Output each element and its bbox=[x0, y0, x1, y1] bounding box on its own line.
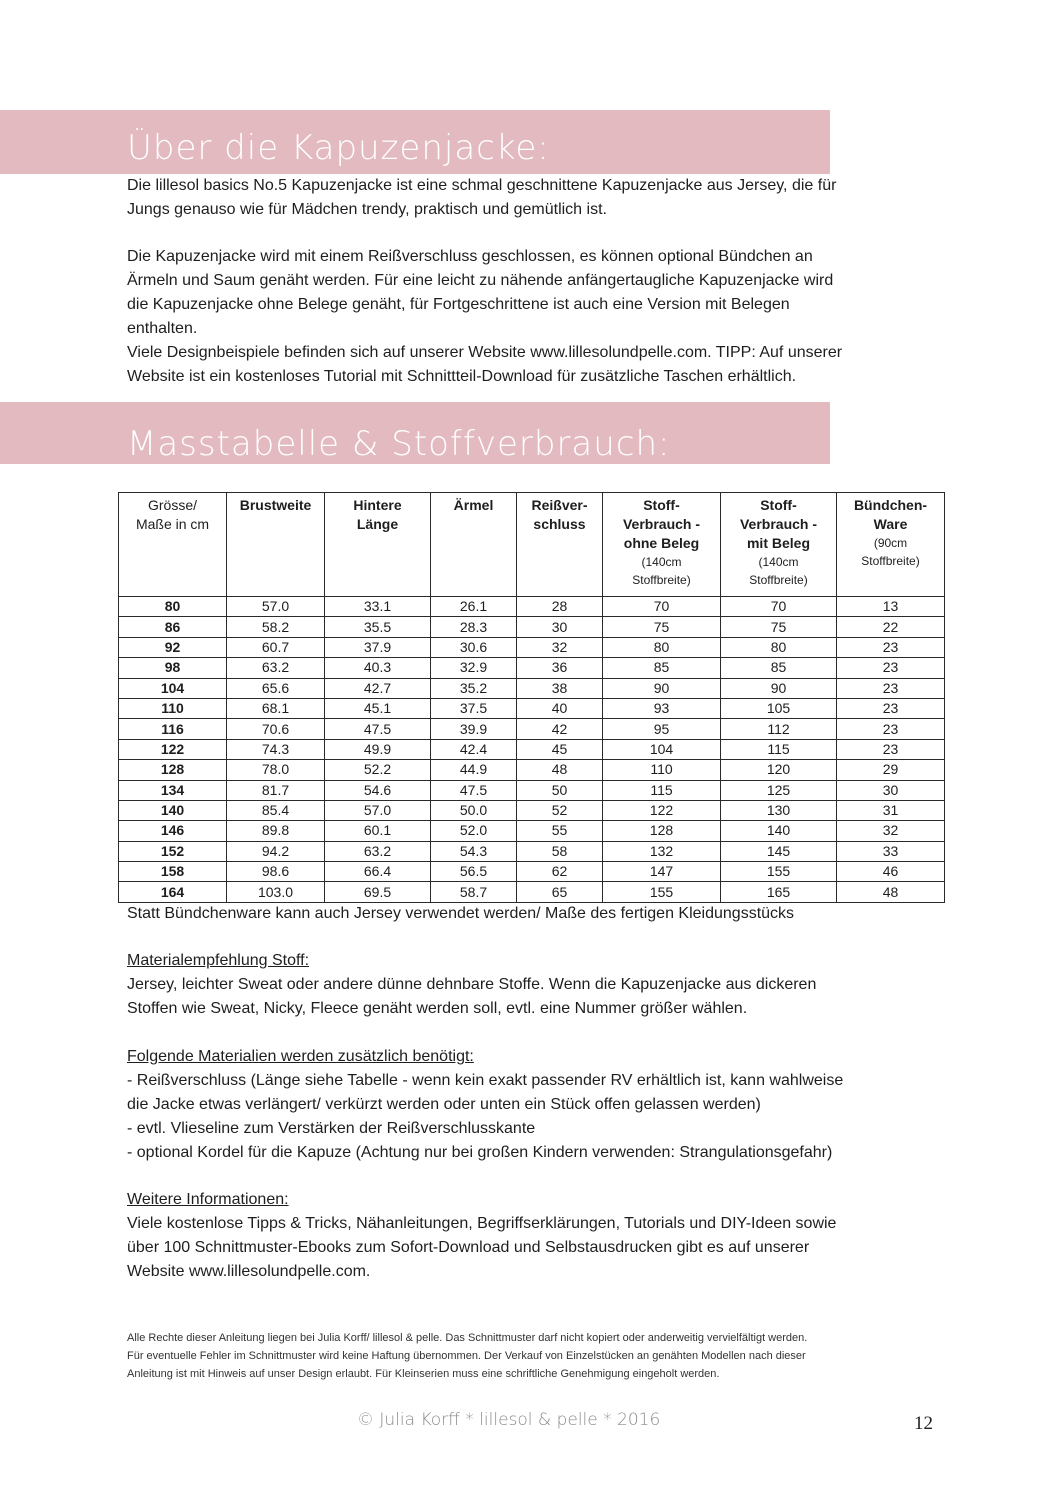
table-cell: 42 bbox=[517, 719, 603, 739]
list-item: die Jacke etwas verlängert/ verkürzt werden oder unten ein Stück offen gelassen werden) bbox=[127, 1096, 761, 1113]
table-row bbox=[119, 698, 945, 718]
header-line: Hintere bbox=[353, 497, 402, 513]
table-cell: 80 bbox=[721, 637, 837, 657]
table-body bbox=[119, 597, 945, 903]
extra-materials-list bbox=[127, 1069, 927, 1165]
header-sub-line: Stoffbreite) bbox=[861, 554, 920, 568]
size-cell: 92 bbox=[119, 637, 227, 657]
table-cell: 42.4 bbox=[431, 739, 517, 759]
table-cell: 60.7 bbox=[227, 637, 325, 657]
column-header bbox=[603, 493, 721, 597]
column-header bbox=[325, 493, 431, 597]
header-sub-line: (140cm bbox=[758, 555, 799, 569]
table-cell: 46 bbox=[837, 862, 945, 882]
more-info-heading: Weitere Informationen: bbox=[127, 1191, 289, 1208]
size-cell: 98 bbox=[119, 658, 227, 678]
section-title-about: Über die Kapuzenjacke: bbox=[127, 128, 550, 168]
table-cell: 68.1 bbox=[227, 698, 325, 718]
table-cell: 32 bbox=[837, 821, 945, 841]
header-line: Grösse/ bbox=[147, 497, 197, 513]
legal-line: Alle Rechte dieser Anleitung liegen bei Julia Korff/ lillesol & pelle. Das Schnittmuster darf nicht kopiert oder anderweitig vervielfältigt werden. bbox=[127, 1332, 808, 1344]
legal-line: Für eventuelle Fehler im Schnittmuster wird keine Haftung übernommen. Der Verkauf von Einzelstücken an genähten Modellen nach dieser bbox=[127, 1350, 806, 1362]
text-line: Stoffen wie Sweat, Nicky, Fleece genäht werden soll, evtl. eine Nummer größer wählen. bbox=[127, 1000, 748, 1017]
table-cell: 58.2 bbox=[227, 617, 325, 637]
header-line: Länge bbox=[356, 516, 399, 532]
table-cell: 42.7 bbox=[325, 678, 431, 698]
size-cell: 86 bbox=[119, 617, 227, 637]
table-cell: 52.2 bbox=[325, 760, 431, 780]
page-number: 12 bbox=[914, 1413, 933, 1434]
table-cell: 75 bbox=[721, 617, 837, 637]
table-note: Statt Bündchenware kann auch Jersey verwendet werden/ Maße des fertigen Kleidungsstücks bbox=[127, 905, 795, 922]
table-row bbox=[119, 678, 945, 698]
text-line: Die Kapuzenjacke wird mit einem Reißverschluss geschlossen, es können optional Bündchen an bbox=[127, 248, 813, 265]
table-cell: 33.1 bbox=[325, 597, 431, 617]
table-cell: 44.9 bbox=[431, 760, 517, 780]
table-cell: 50.0 bbox=[431, 800, 517, 820]
table-cell: 140 bbox=[721, 821, 837, 841]
header-sub-line: Stoffbreite) bbox=[749, 573, 808, 587]
table-row bbox=[119, 780, 945, 800]
copyright-line: © Julia Korff * lillesol & pelle * 2016 bbox=[357, 1410, 661, 1430]
table-cell: 128 bbox=[603, 821, 721, 841]
text-line: Die lillesol basics No.5 Kapuzenjacke ist eine schmal geschnittene Kapuzenjacke aus Jersey, die für bbox=[127, 177, 837, 194]
table-cell: 63.2 bbox=[227, 658, 325, 678]
table-cell: 26.1 bbox=[431, 597, 517, 617]
table-cell: 37.9 bbox=[325, 637, 431, 657]
table-row bbox=[119, 597, 945, 617]
text-line: über 100 Schnittmuster-Ebooks zum Sofort-Download und Selbstausdrucken gibt es auf unserer bbox=[127, 1239, 810, 1256]
section-title-size-table: Masstabelle & Stoffverbrauch: bbox=[127, 424, 671, 464]
table-cell: 60.1 bbox=[325, 821, 431, 841]
table-cell: 65 bbox=[517, 882, 603, 902]
table-cell: 66.4 bbox=[325, 862, 431, 882]
material-paragraph bbox=[127, 973, 927, 1021]
column-header bbox=[227, 493, 325, 597]
table-cell: 32 bbox=[517, 637, 603, 657]
about-paragraph-1 bbox=[127, 174, 927, 222]
table-cell: 37.5 bbox=[431, 698, 517, 718]
table-cell: 110 bbox=[603, 760, 721, 780]
header-line: Verbrauch - bbox=[739, 516, 818, 532]
text-line: Jersey, leichter Sweat oder andere dünne dehnbare Stoffe. Wenn die Kapuzenjacke aus dickeren bbox=[127, 976, 817, 993]
table-cell: 13 bbox=[837, 597, 945, 617]
list-item: - Reißverschluss (Länge siehe Tabelle - wenn kein exakt passender RV erhältlich ist, kann wahlweise bbox=[127, 1072, 844, 1089]
table-cell: 90 bbox=[603, 678, 721, 698]
list-item: - optional Kordel für die Kapuze (Achtung nur bei großen Kindern verwenden: Strangulationsgefahr) bbox=[127, 1144, 833, 1161]
header-line: Ware bbox=[873, 516, 908, 532]
header-line: schluss bbox=[533, 516, 586, 532]
column-header bbox=[837, 493, 945, 597]
table-cell: 78.0 bbox=[227, 760, 325, 780]
text-line: Website ist ein kostenloses Tutorial mit Schnittteil-Download für zusätzliche Taschen erhältlich. bbox=[127, 368, 797, 385]
table-cell: 120 bbox=[721, 760, 837, 780]
legal-notice bbox=[127, 1329, 947, 1383]
table-row bbox=[119, 617, 945, 637]
header-sub-line: (90cm bbox=[873, 536, 908, 550]
table-cell: 47.5 bbox=[325, 719, 431, 739]
column-header bbox=[721, 493, 837, 597]
size-cell: 104 bbox=[119, 678, 227, 698]
table-cell: 105 bbox=[721, 698, 837, 718]
table-cell: 56.5 bbox=[431, 862, 517, 882]
header-line: Maße in cm bbox=[135, 516, 210, 532]
table-cell: 155 bbox=[603, 882, 721, 902]
table-cell: 54.6 bbox=[325, 780, 431, 800]
table-cell: 48 bbox=[837, 882, 945, 902]
table-cell: 57.0 bbox=[325, 800, 431, 820]
header-line: mit Beleg bbox=[746, 535, 810, 551]
table-cell: 74.3 bbox=[227, 739, 325, 759]
table-row bbox=[119, 739, 945, 759]
table-row bbox=[119, 841, 945, 861]
table-cell: 40 bbox=[517, 698, 603, 718]
table-cell: 35.5 bbox=[325, 617, 431, 637]
table-cell: 98.6 bbox=[227, 862, 325, 882]
table-cell: 70 bbox=[721, 597, 837, 617]
table-cell: 40.3 bbox=[325, 658, 431, 678]
table-row bbox=[119, 658, 945, 678]
table-cell: 28 bbox=[517, 597, 603, 617]
header-line: Stoff- bbox=[643, 497, 680, 513]
table-cell: 29 bbox=[837, 760, 945, 780]
header-line: Reißver- bbox=[531, 497, 588, 513]
size-cell: 122 bbox=[119, 739, 227, 759]
text-line: Jungs genauso wie für Mädchen trendy, praktisch und gemütlich ist. bbox=[127, 201, 607, 218]
text-line: Website www.lillesolundpelle.com. bbox=[127, 1263, 371, 1280]
table-cell: 65.6 bbox=[227, 678, 325, 698]
size-cell: 80 bbox=[119, 597, 227, 617]
text-line: Viele Designbeispiele befinden sich auf unserer Website www.lillesolundpelle.com. TIPP: Auf unserer bbox=[127, 344, 843, 361]
size-cell: 134 bbox=[119, 780, 227, 800]
text-line: enthalten. bbox=[127, 320, 198, 337]
legal-line: Anleitung ist mit Hinweis auf unser Design erlaubt. Für Kleinserien muss eine schriftliche Genehmigung eingeholt werden. bbox=[127, 1368, 720, 1380]
about-paragraph-2 bbox=[127, 245, 927, 389]
size-table bbox=[118, 492, 945, 903]
table-header-row bbox=[119, 493, 945, 597]
size-cell: 128 bbox=[119, 760, 227, 780]
table-cell: 50 bbox=[517, 780, 603, 800]
table-row bbox=[119, 882, 945, 902]
table-cell: 122 bbox=[603, 800, 721, 820]
table-cell: 93 bbox=[603, 698, 721, 718]
table-cell: 31 bbox=[837, 800, 945, 820]
table-cell: 35.2 bbox=[431, 678, 517, 698]
header-line: Bündchen- bbox=[853, 497, 928, 513]
table-cell: 30 bbox=[837, 780, 945, 800]
table-cell: 75 bbox=[603, 617, 721, 637]
table-cell: 32.9 bbox=[431, 658, 517, 678]
table-cell: 85 bbox=[721, 658, 837, 678]
table-cell: 57.0 bbox=[227, 597, 325, 617]
table-cell: 33 bbox=[837, 841, 945, 861]
size-cell: 140 bbox=[119, 800, 227, 820]
table-cell: 28.3 bbox=[431, 617, 517, 637]
table-cell: 58.7 bbox=[431, 882, 517, 902]
table-cell: 48 bbox=[517, 760, 603, 780]
table-cell: 54.3 bbox=[431, 841, 517, 861]
table-cell: 45 bbox=[517, 739, 603, 759]
table-row bbox=[119, 862, 945, 882]
header-line: Ärmel bbox=[453, 497, 494, 513]
table-cell: 49.9 bbox=[325, 739, 431, 759]
header-line: ohne Beleg bbox=[623, 535, 700, 551]
table-cell: 81.7 bbox=[227, 780, 325, 800]
column-header bbox=[119, 493, 227, 597]
table-cell: 132 bbox=[603, 841, 721, 861]
size-cell: 116 bbox=[119, 719, 227, 739]
table-cell: 145 bbox=[721, 841, 837, 861]
header-line: Verbrauch - bbox=[622, 516, 701, 532]
table-cell: 55 bbox=[517, 821, 603, 841]
table-cell: 23 bbox=[837, 698, 945, 718]
table-cell: 103.0 bbox=[227, 882, 325, 902]
text-line: Viele kostenlose Tipps & Tricks, Nähanleitungen, Begriffserklärungen, Tutorials und DIY-Ideen sowie bbox=[127, 1215, 837, 1232]
table-cell: 69.5 bbox=[325, 882, 431, 902]
table-row bbox=[119, 800, 945, 820]
table-cell: 165 bbox=[721, 882, 837, 902]
table-cell: 70 bbox=[603, 597, 721, 617]
table-cell: 45.1 bbox=[325, 698, 431, 718]
text-line: die Kapuzenjacke ohne Belege genäht, für Fortgeschrittene ist auch eine Version mit Belegen bbox=[127, 296, 790, 313]
table-cell: 115 bbox=[603, 780, 721, 800]
table-cell: 90 bbox=[721, 678, 837, 698]
header-sub-line: (140cm bbox=[641, 555, 682, 569]
table-cell: 30 bbox=[517, 617, 603, 637]
table-cell: 89.8 bbox=[227, 821, 325, 841]
table-cell: 47.5 bbox=[431, 780, 517, 800]
table-cell: 80 bbox=[603, 637, 721, 657]
table-cell: 94.2 bbox=[227, 841, 325, 861]
size-cell: 152 bbox=[119, 841, 227, 861]
table-cell: 52 bbox=[517, 800, 603, 820]
column-header bbox=[431, 493, 517, 597]
table-cell: 23 bbox=[837, 637, 945, 657]
table-row bbox=[119, 760, 945, 780]
table-cell: 147 bbox=[603, 862, 721, 882]
table-cell: 155 bbox=[721, 862, 837, 882]
more-info-paragraph bbox=[127, 1212, 927, 1284]
size-cell: 146 bbox=[119, 821, 227, 841]
table-cell: 104 bbox=[603, 739, 721, 759]
table-cell: 95 bbox=[603, 719, 721, 739]
header-line: Stoff- bbox=[760, 497, 797, 513]
size-cell: 164 bbox=[119, 882, 227, 902]
table-cell: 39.9 bbox=[431, 719, 517, 739]
table-row bbox=[119, 637, 945, 657]
list-item: - evtl. Vlieseline zum Verstärken der Reißverschlusskante bbox=[127, 1120, 536, 1137]
table-cell: 85.4 bbox=[227, 800, 325, 820]
header-line: Brustweite bbox=[239, 497, 312, 513]
header-sub-line: Stoffbreite) bbox=[632, 573, 691, 587]
table-cell: 36 bbox=[517, 658, 603, 678]
table-cell: 30.6 bbox=[431, 637, 517, 657]
size-cell: 158 bbox=[119, 862, 227, 882]
table-cell: 38 bbox=[517, 678, 603, 698]
size-cell: 110 bbox=[119, 698, 227, 718]
table-cell: 130 bbox=[721, 800, 837, 820]
table-cell: 23 bbox=[837, 658, 945, 678]
table-row bbox=[119, 821, 945, 841]
material-heading: Materialempfehlung Stoff: bbox=[127, 952, 310, 969]
table-cell: 70.6 bbox=[227, 719, 325, 739]
table-cell: 115 bbox=[721, 739, 837, 759]
column-header bbox=[517, 493, 603, 597]
table-cell: 63.2 bbox=[325, 841, 431, 861]
table-cell: 85 bbox=[603, 658, 721, 678]
table-cell: 58 bbox=[517, 841, 603, 861]
table-row bbox=[119, 719, 945, 739]
table-cell: 52.0 bbox=[431, 821, 517, 841]
text-line: Ärmeln und Saum genäht werden. Für eine leicht zu nähende anfängertaugliche Kapuzenjacke wird bbox=[127, 272, 834, 289]
table-cell: 112 bbox=[721, 719, 837, 739]
table-cell: 125 bbox=[721, 780, 837, 800]
extra-materials-heading: Folgende Materialien werden zusätzlich benötigt: bbox=[127, 1048, 474, 1065]
table-cell: 62 bbox=[517, 862, 603, 882]
table-cell: 23 bbox=[837, 739, 945, 759]
table-cell: 22 bbox=[837, 617, 945, 637]
table-cell: 23 bbox=[837, 719, 945, 739]
table-cell: 23 bbox=[837, 678, 945, 698]
